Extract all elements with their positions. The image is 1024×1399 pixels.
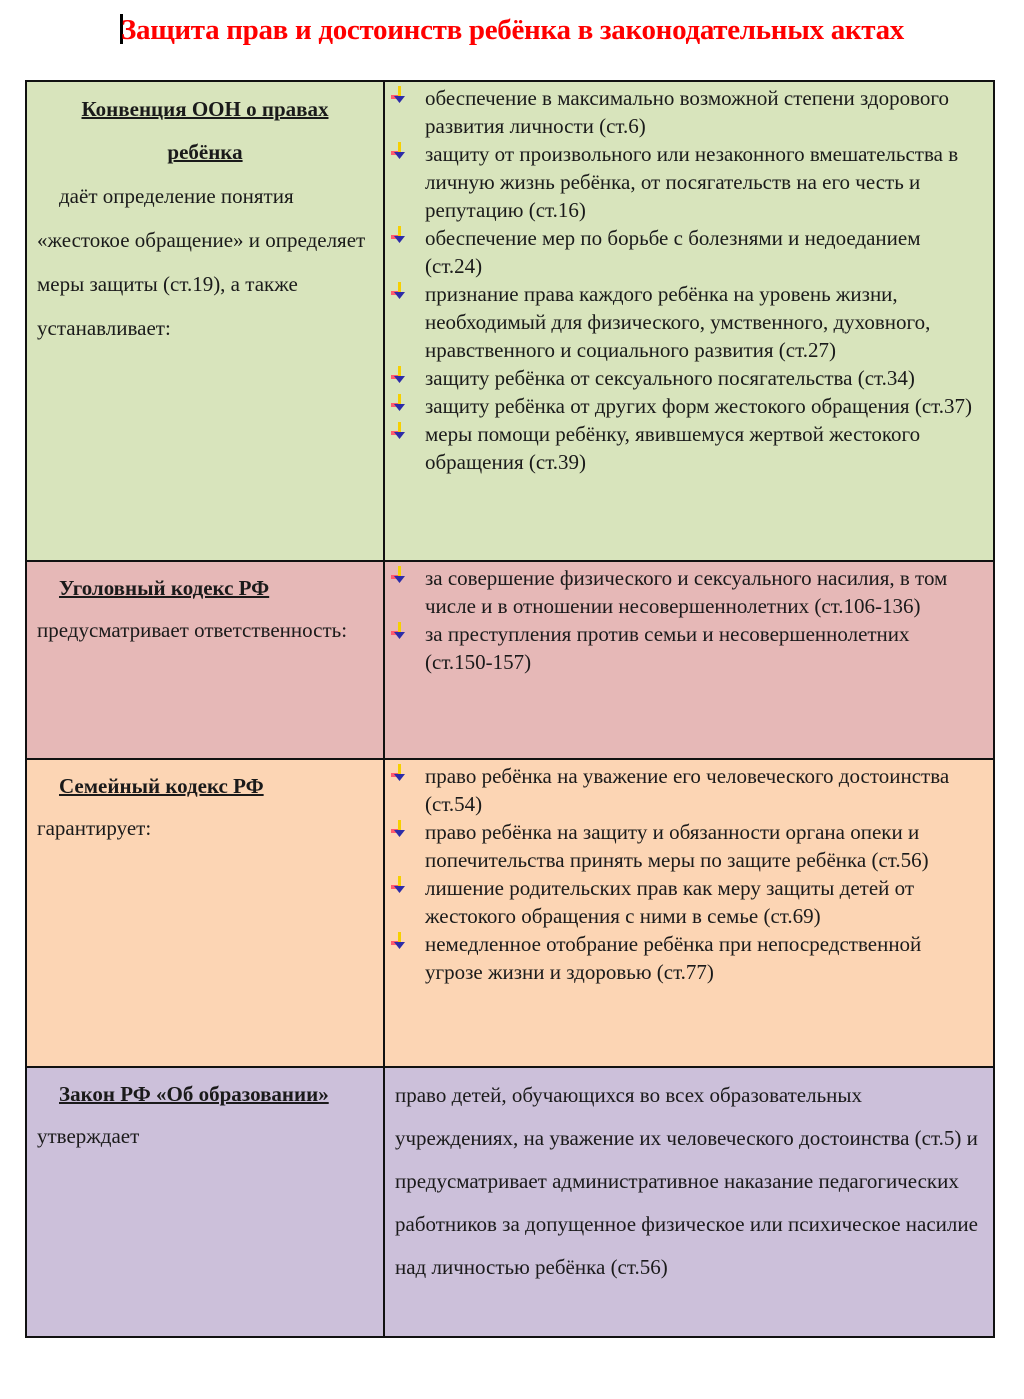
arrow-down-bullet-icon — [391, 226, 407, 246]
document-title — [0, 14, 1024, 47]
arrow-down-bullet-icon — [391, 820, 407, 840]
list-item: обеспечение мер по борьбе с болезнями и недоеданием (ст.24) — [425, 224, 981, 280]
provisions-list — [385, 562, 993, 676]
provisions-cell — [384, 1067, 994, 1337]
arrow-down-bullet-icon — [391, 366, 407, 386]
list-item: признание права каждого ребёнка на уровень жизни, необходимый для физического, умственного, духовного, нравственного и социального развития (ст.27) — [425, 280, 981, 364]
provisions-list — [385, 760, 993, 986]
law-heading: Конвенция ООН о правах ребёнка — [81, 97, 329, 164]
provisions-list — [385, 82, 993, 476]
list-item: право ребёнка на защиту и обязанности органа опеки и попечительства принять меры по защите ребёнка (ст.56) — [425, 818, 981, 874]
law-cell — [26, 1067, 384, 1337]
title-text: Защита прав и достоинств ребёнка в законодательных актах — [120, 14, 905, 46]
list-item: защиту от произвольного или незаконного вмешательства в личную жизнь ребёнка, от посягательств на его честь и репутацию (ст.16) — [425, 140, 981, 224]
law-heading: Семейный кодекс РФ — [59, 774, 264, 798]
law-description: предусматривает ответственность: — [37, 618, 348, 642]
provisions-text: право детей, обучающихся во всех образовательных учреждениях, на уважение их человеческого достоинства (ст.5) и предусматривает административное наказание педагогических работников за допущенное физическое или психическое насилие над личностью ребёнка (ст.56) — [395, 1083, 978, 1279]
arrow-down-bullet-icon — [391, 876, 407, 896]
list-item: за совершение физического и сексуального насилия, в том числе и в отношении несовершеннолетних (ст.106-136) — [425, 564, 981, 620]
arrow-down-bullet-icon — [391, 622, 407, 642]
law-cell — [26, 561, 384, 759]
list-item: право ребёнка на уважение его человеческого достоинства (ст.54) — [425, 762, 981, 818]
laws-table — [25, 80, 995, 1338]
list-item: меры помощи ребёнку, явившемуся жертвой жестокого обращения (ст.39) — [425, 420, 981, 476]
provisions-cell — [384, 561, 994, 759]
arrow-down-bullet-icon — [391, 142, 407, 162]
row-criminal-code — [26, 561, 994, 759]
arrow-down-bullet-icon — [391, 422, 407, 442]
provisions-cell — [384, 81, 994, 561]
arrow-down-bullet-icon — [391, 86, 407, 106]
law-cell — [26, 81, 384, 561]
row-education-law — [26, 1067, 994, 1337]
row-family-code — [26, 759, 994, 1067]
arrow-down-bullet-icon — [391, 566, 407, 586]
law-heading: Уголовный кодекс РФ — [59, 576, 270, 600]
list-item: за преступления против семьи и несовершеннолетних (ст.150-157) — [425, 620, 981, 676]
list-item: лишение родительских прав как меру защиты детей от жестокого обращения с ними в семье (ст.69) — [425, 874, 981, 930]
arrow-down-bullet-icon — [391, 394, 407, 414]
provisions-cell — [384, 759, 994, 1067]
law-description: гарантирует: — [37, 816, 152, 840]
list-item: защиту ребёнка от других форм жестокого обращения (ст.37) — [425, 392, 981, 420]
list-item: обеспечение в максимально возможной степени здорового развития личности (ст.6) — [425, 84, 981, 140]
law-description: даёт определение понятия «жестокое обращение» и определяет меры защиты (ст.19), а также устанавливает: — [37, 184, 366, 340]
law-heading: Закон РФ «Об образовании» — [59, 1082, 329, 1106]
list-item: немедленное отобрание ребёнка при непосредственной угрозе жизни и здоровью (ст.77) — [425, 930, 981, 986]
arrow-down-bullet-icon — [391, 932, 407, 952]
law-cell — [26, 759, 384, 1067]
law-description: утверждает — [37, 1124, 140, 1148]
arrow-down-bullet-icon — [391, 764, 407, 784]
arrow-down-bullet-icon — [391, 282, 407, 302]
list-item: защиту ребёнка от сексуального посягательства (ст.34) — [425, 364, 981, 392]
row-un-convention — [26, 81, 994, 561]
